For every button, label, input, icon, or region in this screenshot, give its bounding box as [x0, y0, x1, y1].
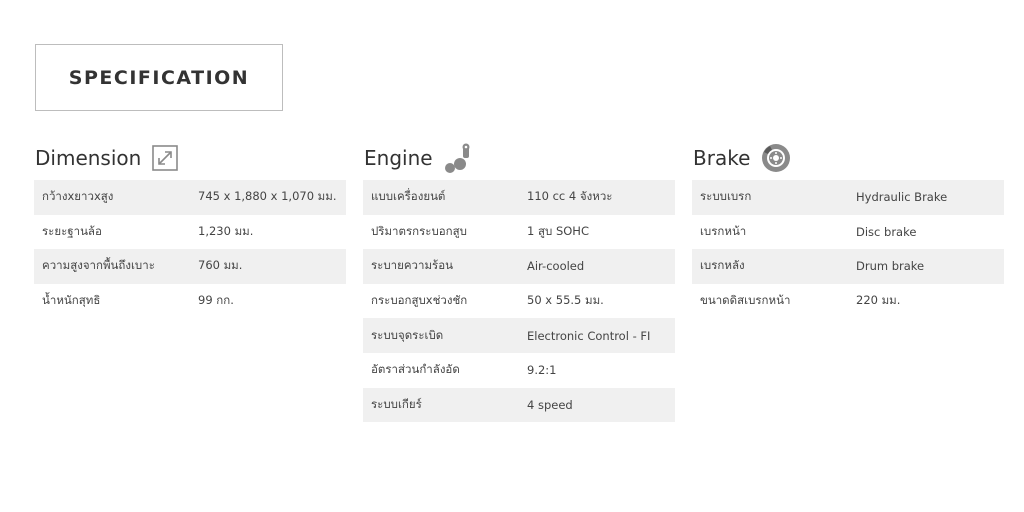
brake-title: Brake — [693, 146, 751, 170]
row-label: เบรกหลัง — [700, 258, 745, 273]
row-label: กระบอกสูบxช่วงชัก — [371, 293, 468, 308]
row-label: ระบบจุดระเบิด — [371, 327, 444, 342]
row-label: เบรกหน้า — [700, 223, 747, 238]
row-label: ระบบเกียร์ — [371, 396, 422, 411]
row-label: กว้างxยาวxสูง — [42, 189, 114, 204]
row-value: 1 สูบ SOHC — [527, 223, 589, 238]
row-value: 745 x 1,880 x 1,070 มม. — [198, 189, 337, 204]
row-value: 99 กก. — [198, 293, 234, 308]
row-value: 760 มม. — [198, 258, 243, 273]
row-value: 1,230 มม. — [198, 223, 254, 238]
row-label: ระบบเบรก — [700, 189, 752, 204]
table-row — [692, 249, 1004, 284]
row-label: น้ำหนักสุทธิ — [42, 293, 101, 308]
resize-arrow-icon — [151, 144, 179, 172]
row-value: 50 x 55.5 มม. — [527, 293, 604, 308]
row-value: Drum brake — [856, 259, 925, 274]
row-value: 220 มม. — [856, 293, 901, 308]
brake-disc-icon — [760, 142, 792, 174]
table-row — [34, 215, 346, 250]
brake-section — [692, 138, 1004, 318]
dimension-header — [34, 138, 346, 178]
table-row — [692, 215, 1004, 250]
specification-heading: SPECIFICATION — [68, 66, 250, 89]
table-row — [363, 215, 675, 250]
engine-piston-icon — [443, 142, 473, 174]
row-label: ปริมาตรกระบอกสูบ — [371, 223, 467, 238]
engine-title: Engine — [364, 146, 433, 170]
table-row — [363, 388, 675, 423]
table-row — [34, 284, 346, 319]
table-row — [34, 180, 346, 215]
table-row — [363, 180, 675, 215]
row-label: ระบายความร้อน — [371, 258, 453, 273]
table-row — [692, 180, 1004, 215]
engine-header — [363, 138, 675, 178]
engine-section — [363, 138, 675, 422]
specification-heading-box — [35, 44, 283, 111]
table-row — [363, 284, 675, 319]
row-label: อัตราส่วนกำลังอัด — [371, 362, 460, 377]
table-row — [34, 249, 346, 284]
table-row — [692, 284, 1004, 319]
brake-header — [692, 138, 1004, 178]
table-row — [363, 318, 675, 353]
row-value: 110 cc 4 จังหวะ — [527, 189, 613, 204]
row-value: 9.2:1 — [527, 363, 557, 378]
row-label: ระยะฐานล้อ — [42, 223, 102, 238]
row-value: Disc brake — [856, 224, 917, 239]
engine-table — [363, 180, 675, 422]
brake-table — [692, 180, 1004, 318]
table-row — [363, 353, 675, 388]
table-row — [363, 249, 675, 284]
dimension-section — [34, 138, 346, 318]
row-label: ความสูงจากพื้นถึงเบาะ — [42, 258, 155, 273]
dimension-table — [34, 180, 346, 318]
row-value: Hydraulic Brake — [856, 190, 948, 205]
dimension-title: Dimension — [35, 146, 142, 170]
row-label: ขนาดดิสเบรกหน้า — [700, 293, 791, 308]
row-value: Air-cooled — [527, 259, 585, 274]
row-value: 4 speed — [527, 397, 573, 412]
row-value: Electronic Control - FI — [527, 328, 651, 343]
row-label: แบบเครื่องยนต์ — [371, 189, 446, 204]
